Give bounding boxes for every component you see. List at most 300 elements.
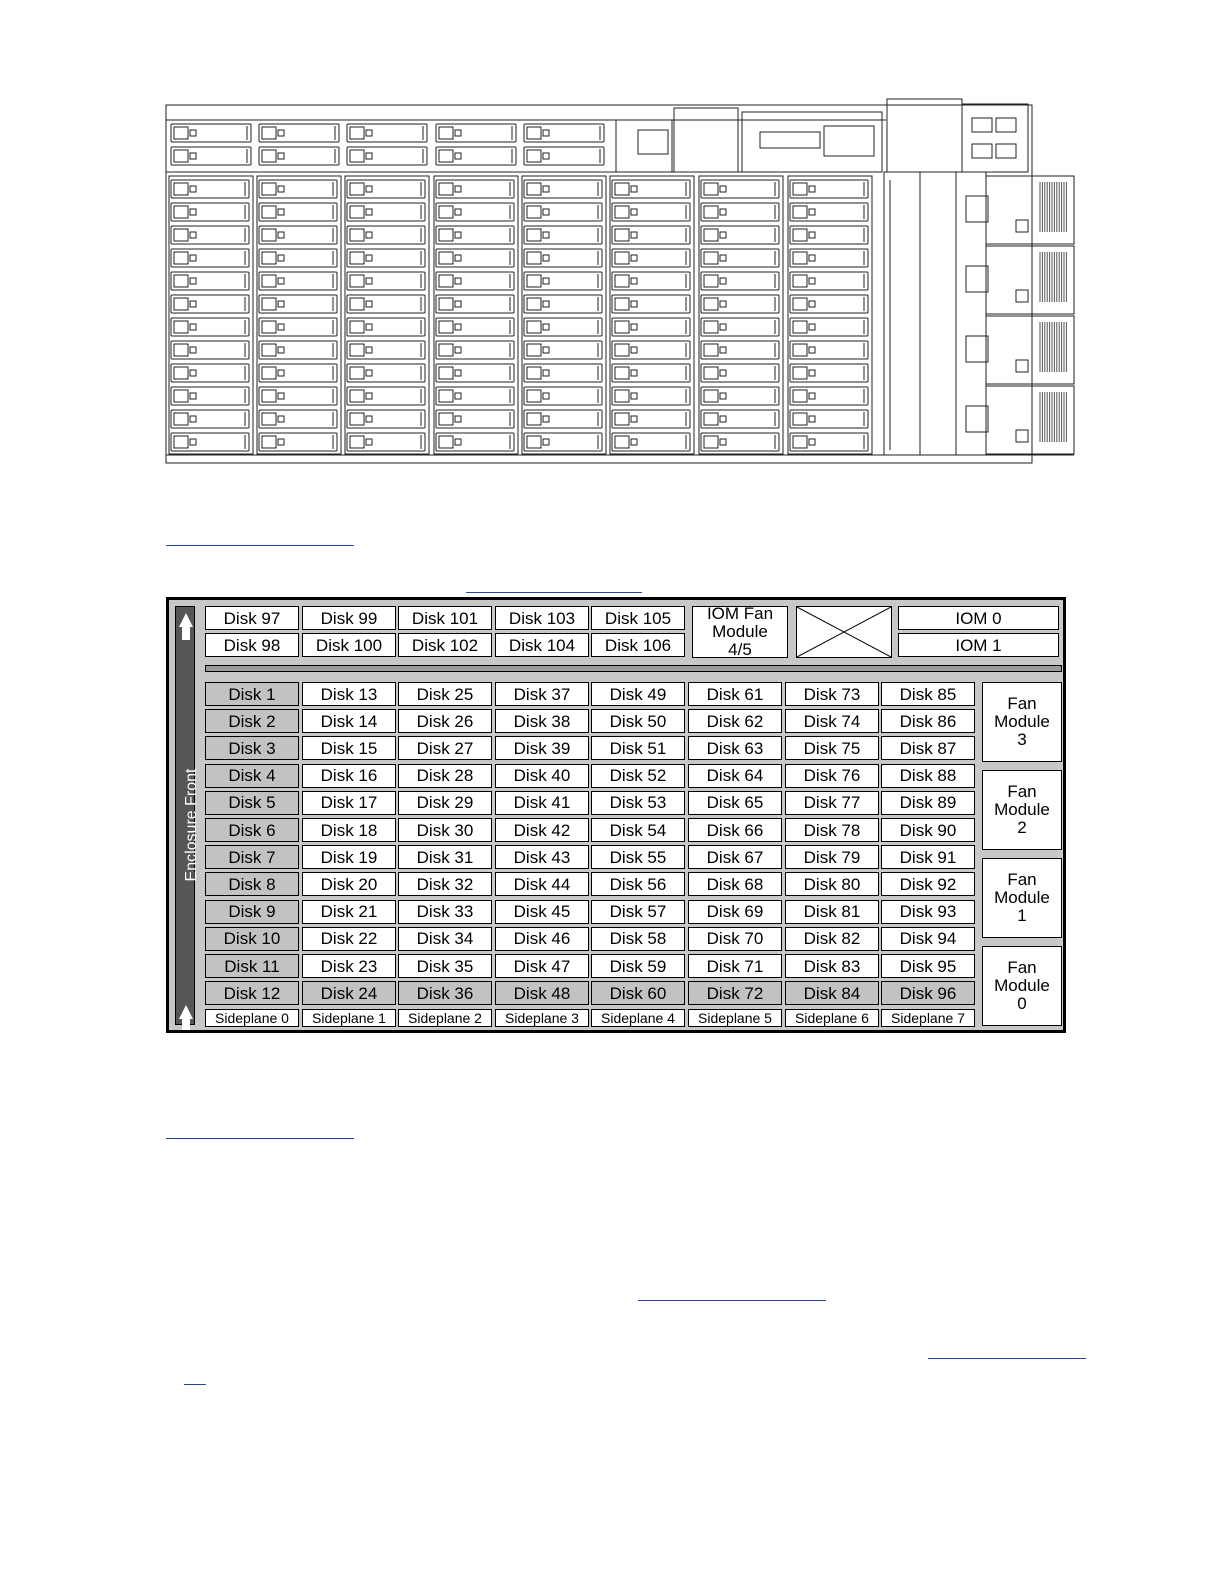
disk-slot: Disk 25 [398,682,492,706]
slot-latch-icon [262,298,276,310]
fan-module-drawing [986,176,1074,244]
fan-led-icon [1016,430,1028,442]
fan-module-label: Module [994,976,1050,996]
slot-led-icon [543,393,549,399]
slot-latch-icon [615,275,629,287]
psu-channel [956,172,986,455]
slot-led-icon [631,370,637,376]
enclosure-front-bar [175,606,200,1025]
disk-location-schematic [166,597,1066,1033]
slot-led-icon [278,301,284,307]
slot-latch-icon [262,413,276,425]
disk-slot: Disk 84 [785,981,879,1005]
slot-latch-icon [174,252,188,264]
slot-led-icon [366,324,372,330]
disk-slot: Disk 76 [785,764,879,788]
slot-led-icon [543,255,549,261]
slot-led-icon [543,232,549,238]
disk-slot: Disk 60 [591,981,685,1005]
slot-latch-icon [262,127,276,139]
fan-module-label: Fan [1007,870,1037,890]
slot-latch-icon [793,183,807,195]
iom-housing [887,99,962,172]
controller-bay [616,120,672,172]
disk-slot: Disk 26 [398,709,492,733]
sideplane: Sideplane 6 [785,1009,879,1027]
slot-led-icon [278,393,284,399]
slot-led-icon [366,416,372,422]
slot-led-icon [455,393,461,399]
disk-slot: Disk 29 [398,791,492,815]
disk-slot: Disk 35 [398,954,492,978]
disk-slot: Disk 66 [688,818,782,842]
slot-led-icon [720,209,726,215]
fan-led-icon [1016,360,1028,372]
slot-led-icon [631,324,637,330]
link-underline-3[interactable] [166,1138,354,1139]
slot-led-icon [720,416,726,422]
slot-led-icon [720,255,726,261]
disk-slot: Disk 78 [785,818,879,842]
slot-led-icon [543,130,549,136]
disk-slot: Disk 99 [302,606,396,630]
disk-slot: Disk 53 [591,791,685,815]
disk-slot: Disk 82 [785,927,879,951]
disk-slot: Disk 88 [881,764,975,788]
disk-slot: Disk 23 [302,954,396,978]
disk-slot: Disk 55 [591,845,685,869]
slot-latch-icon [793,436,807,448]
disk-slot: Disk 21 [302,900,396,924]
slot-latch-icon [704,206,718,218]
disk-slot: Disk 92 [881,872,975,896]
slot-led-icon [366,393,372,399]
fan-module [982,946,1062,1026]
disk-slot: Disk 10 [205,927,299,951]
slot-latch-icon [793,229,807,241]
slot-latch-icon [439,413,453,425]
slot-led-icon [543,153,549,159]
disk-slot: Disk 51 [591,736,685,760]
disk-slot: Disk 3 [205,736,299,760]
slot-led-icon [809,278,815,284]
disk-slot: Disk 17 [302,791,396,815]
slot-latch-icon [527,252,541,264]
slot-latch-icon [174,436,188,448]
disk-slot: Disk 80 [785,872,879,896]
fan-led-icon [1016,290,1028,302]
slot-latch-icon [262,206,276,218]
slot-latch-icon [262,321,276,333]
fan-module-drawing [986,386,1074,454]
disk-slot: Disk 15 [302,736,396,760]
disk-slot: Disk 68 [688,872,782,896]
slot-led-icon [366,301,372,307]
disk-slot: Disk 85 [881,682,975,706]
fan-module-label: Fan [1007,782,1037,802]
slot-led-icon [366,347,372,353]
slot-led-icon [809,324,815,330]
slot-latch-icon [174,183,188,195]
slot-latch-icon [527,436,541,448]
slot-latch-icon [527,206,541,218]
iom-port [996,118,1016,132]
slot-led-icon [809,439,815,445]
disk-slot: Disk 50 [591,709,685,733]
slot-led-icon [543,278,549,284]
disk-slot: Disk 22 [302,927,396,951]
slot-latch-icon [527,275,541,287]
disk-slot: Disk 7 [205,845,299,869]
slot-led-icon [543,439,549,445]
slot-led-icon [809,393,815,399]
slot-led-icon [455,370,461,376]
disk-slot: Disk 6 [205,818,299,842]
slot-led-icon [809,255,815,261]
arrow-up-stem [182,1018,190,1030]
slot-latch-icon [174,413,188,425]
fan-handle-icon [966,196,988,222]
slot-led-icon [278,186,284,192]
fan-module [982,770,1062,850]
disk-slot: Disk 97 [205,606,299,630]
slot-latch-icon [527,229,541,241]
sideplane: Sideplane 2 [398,1009,492,1027]
slot-led-icon [278,347,284,353]
disk-slot: Disk 52 [591,764,685,788]
slot-led-icon [720,278,726,284]
disk-slot: Disk 41 [495,791,589,815]
slot-latch-icon [704,413,718,425]
slot-led-icon [631,393,637,399]
slot-latch-icon [527,367,541,379]
slot-led-icon [190,393,196,399]
slot-latch-icon [262,367,276,379]
slot-latch-icon [527,150,541,162]
disk-slot: Disk 5 [205,791,299,815]
disk-slot: Disk 9 [205,900,299,924]
slot-led-icon [278,439,284,445]
slot-latch-icon [793,321,807,333]
disk-slot: Disk 91 [881,845,975,869]
drawer-frame [166,105,1032,463]
disk-slot: Disk 33 [398,900,492,924]
slot-latch-icon [704,229,718,241]
disk-slot: Disk 62 [688,709,782,733]
slot-led-icon [190,255,196,261]
slot-latch-icon [174,367,188,379]
disk-slot: Disk 98 [205,633,299,657]
slot-latch-icon [439,252,453,264]
slot-led-icon [455,186,461,192]
slot-led-icon [720,232,726,238]
empty-slot [796,606,892,658]
disk-slot: Disk 70 [688,927,782,951]
slot-latch-icon [262,150,276,162]
slot-latch-icon [350,344,364,356]
disk-slot: Disk 54 [591,818,685,842]
midplane-connector [760,132,820,148]
fan-module-label: 0 [1017,993,1027,1013]
slot-led-icon [455,301,461,307]
disk-slot: Disk 43 [495,845,589,869]
fan-module [982,858,1062,938]
fan-module-label: Fan [1007,694,1037,714]
iom-port [972,118,992,132]
disk-slot: Disk 65 [688,791,782,815]
disk-slot: Disk 57 [591,900,685,924]
slot-led-icon [455,255,461,261]
slot-latch-icon [350,390,364,402]
slot-latch-icon [615,321,629,333]
disk-slot: Disk 94 [881,927,975,951]
iom-module: IOM 0 [898,606,1059,630]
slot-led-icon [543,324,549,330]
slot-led-icon [809,232,815,238]
disk-slot: Disk 1 [205,682,299,706]
midplane-connector [824,126,874,156]
slot-latch-icon [174,275,188,287]
slot-latch-icon [350,275,364,287]
disk-slot: Disk 105 [591,606,685,630]
sideplane: Sideplane 1 [302,1009,396,1027]
slot-led-icon [455,130,461,136]
link-underline-6[interactable] [184,1384,206,1385]
slot-led-icon [455,439,461,445]
disk-slot: Disk 58 [591,927,685,951]
disk-slot: Disk 2 [205,709,299,733]
link-underline-2[interactable] [466,592,642,593]
disk-slot: Disk 18 [302,818,396,842]
iom-connector-area [962,104,1028,172]
slot-led-icon [278,324,284,330]
slot-led-icon [720,393,726,399]
disk-slot: Disk 102 [398,633,492,657]
arrow-up-stem [182,626,190,640]
slot-led-icon [631,416,637,422]
slot-latch-icon [262,344,276,356]
slot-led-icon [455,347,461,353]
disk-slot: Disk 48 [495,981,589,1005]
slot-latch-icon [350,413,364,425]
slot-led-icon [366,278,372,284]
disk-slot: Disk 73 [785,682,879,706]
disk-slot: Disk 47 [495,954,589,978]
slot-latch-icon [439,344,453,356]
slot-latch-icon [174,321,188,333]
slot-led-icon [190,278,196,284]
slot-led-icon [455,416,461,422]
disk-slot: Disk 27 [398,736,492,760]
slot-led-icon [278,370,284,376]
link-underline-1[interactable] [166,545,354,546]
slot-led-icon [809,301,815,307]
fan-module-label: 2 [1017,817,1027,837]
disk-slot: Disk 40 [495,764,589,788]
slot-latch-icon [704,321,718,333]
slot-latch-icon [262,229,276,241]
slot-latch-icon [439,367,453,379]
disk-slot: Disk 44 [495,872,589,896]
slot-latch-icon [704,183,718,195]
air-channel [920,172,956,455]
slot-led-icon [455,153,461,159]
slot-led-icon [278,278,284,284]
slot-latch-icon [350,321,364,333]
slot-led-icon [366,153,372,159]
slot-latch-icon [439,229,453,241]
slot-led-icon [809,347,815,353]
slot-latch-icon [704,436,718,448]
slot-led-icon [720,439,726,445]
controller-bay [674,108,738,172]
divider-rail [205,665,1062,672]
sideplane: Sideplane 5 [688,1009,782,1027]
slot-latch-icon [174,150,188,162]
slot-led-icon [720,347,726,353]
slot-latch-icon [174,344,188,356]
disk-slot: Disk 86 [881,709,975,733]
link-underline-4[interactable] [638,1300,826,1301]
empty-slot-cross [797,607,891,657]
disk-slot: Disk 56 [591,872,685,896]
slot-latch-icon [704,298,718,310]
fan-handle-icon [966,266,988,292]
slot-latch-icon [615,252,629,264]
slot-latch-icon [704,275,718,287]
slot-led-icon [278,255,284,261]
slot-latch-icon [262,390,276,402]
slot-latch-icon [262,183,276,195]
slot-latch-icon [527,298,541,310]
slot-led-icon [455,278,461,284]
disk-slot: Disk 20 [302,872,396,896]
slot-latch-icon [615,436,629,448]
slot-led-icon [278,153,284,159]
drawer-physical-drawing [0,0,1224,480]
disk-slot: Disk 81 [785,900,879,924]
slot-led-icon [190,232,196,238]
disk-slot: Disk 61 [688,682,782,706]
controller-box [638,130,668,154]
slot-led-icon [366,370,372,376]
slot-led-icon [809,416,815,422]
slot-latch-icon [174,229,188,241]
slot-led-icon [631,301,637,307]
iom-module: IOM 1 [898,633,1059,657]
slot-latch-icon [615,183,629,195]
disk-slot: Disk 49 [591,682,685,706]
fan-module-label: Module [994,712,1050,732]
slot-led-icon [543,347,549,353]
slot-latch-icon [704,344,718,356]
slot-latch-icon [350,206,364,218]
fan-module-label: Module [994,888,1050,908]
disk-slot: Disk 13 [302,682,396,706]
slot-led-icon [190,370,196,376]
slot-latch-icon [793,413,807,425]
slot-led-icon [366,255,372,261]
slot-latch-icon [439,183,453,195]
sideplane: Sideplane 4 [591,1009,685,1027]
fan-module-label: 1 [1017,905,1027,925]
slot-led-icon [455,232,461,238]
disk-slot: Disk 90 [881,818,975,842]
slot-led-icon [366,186,372,192]
slot-latch-icon [615,344,629,356]
slot-led-icon [631,186,637,192]
slot-led-icon [190,209,196,215]
slot-latch-icon [262,436,276,448]
sideplane: Sideplane 3 [495,1009,589,1027]
slot-led-icon [809,370,815,376]
disk-slot: Disk 104 [495,633,589,657]
disk-slot: Disk 37 [495,682,589,706]
slot-led-icon [809,186,815,192]
slot-led-icon [720,370,726,376]
slot-latch-icon [439,275,453,287]
slot-latch-icon [439,436,453,448]
disk-slot: Disk 67 [688,845,782,869]
slot-latch-icon [439,206,453,218]
disk-slot: Disk 4 [205,764,299,788]
fan-module [982,682,1062,762]
slot-latch-icon [527,321,541,333]
slot-latch-icon [615,390,629,402]
slot-led-icon [543,416,549,422]
slot-latch-icon [174,390,188,402]
disk-slot: Disk 14 [302,709,396,733]
slot-led-icon [190,301,196,307]
slot-latch-icon [350,229,364,241]
disk-slot: Disk 36 [398,981,492,1005]
iom-port [972,144,992,158]
disk-slot: Disk 101 [398,606,492,630]
slot-latch-icon [174,298,188,310]
disk-slot: Disk 28 [398,764,492,788]
disk-slot: Disk 87 [881,736,975,760]
slot-latch-icon [704,390,718,402]
fan-module-label: 3 [1017,729,1027,749]
slot-led-icon [278,416,284,422]
slot-latch-icon [439,298,453,310]
slot-latch-icon [262,252,276,264]
slot-led-icon [278,130,284,136]
slot-latch-icon [615,367,629,379]
slot-latch-icon [174,127,188,139]
air-channel [884,172,920,455]
slot-led-icon [455,209,461,215]
disk-slot: Disk 106 [591,633,685,657]
arrow-up-icon [179,613,193,627]
disk-slot: Disk 83 [785,954,879,978]
disk-slot: Disk 34 [398,927,492,951]
slot-led-icon [278,209,284,215]
slot-latch-icon [439,150,453,162]
link-underline-5[interactable] [928,1358,1086,1359]
disk-slot: Disk 38 [495,709,589,733]
disk-slot: Disk 71 [688,954,782,978]
fan-led-icon [1016,220,1028,232]
disk-slot: Disk 93 [881,900,975,924]
disk-slot: Disk 72 [688,981,782,1005]
disk-slot: Disk 30 [398,818,492,842]
disk-slot: Disk 45 [495,900,589,924]
disk-slot: Disk 59 [591,954,685,978]
slot-led-icon [631,209,637,215]
slot-led-icon [190,439,196,445]
disk-slot: Disk 74 [785,709,879,733]
